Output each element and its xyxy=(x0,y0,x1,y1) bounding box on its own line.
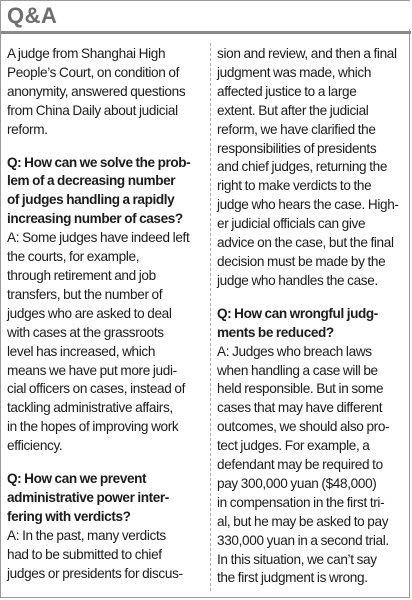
paragraph-gap xyxy=(7,456,203,470)
page-title: Q&A xyxy=(7,3,58,28)
answer-line: transfers, but the number of xyxy=(7,286,163,302)
question-line: Q: How can we solve the prob- xyxy=(7,154,191,170)
answer-line: cases that may have different xyxy=(217,400,383,416)
column-divider xyxy=(210,43,211,591)
question-line: of judges handling a rapidly xyxy=(7,192,175,208)
text-line: People’s Court, on condition of xyxy=(7,64,180,80)
question-line: fering with verdicts? xyxy=(7,508,131,524)
answer-line: held responsible. But in some xyxy=(217,381,384,397)
answer-line: pay 300,000 yuan ($48,000) xyxy=(217,475,377,491)
answer-line: and chief judges, returning the xyxy=(217,159,388,175)
answer-line: 330,000 yuan in a second trial. xyxy=(217,532,389,548)
answer-line: right to make verdicts to the xyxy=(217,178,372,194)
answer-line: extent. But after the judicial xyxy=(217,102,369,118)
question-line: Q: How can we prevent xyxy=(7,471,147,487)
answer-line: in compensation in the first tri- xyxy=(217,494,385,510)
answer-line: judge who handles the case. xyxy=(217,272,378,288)
answer-line: responsibilities of presidents xyxy=(217,140,377,156)
answer-line: the first judgment is wrong. xyxy=(217,570,368,586)
answer-line: In this situation, we can’t say xyxy=(217,551,377,567)
right-column xyxy=(217,45,407,588)
answer-line: reform, we have clarified the xyxy=(217,121,376,137)
text-line: anonymity, answered questions xyxy=(7,83,186,99)
header-rule xyxy=(1,31,411,34)
answer-line: the courts, for example, xyxy=(7,249,140,265)
answer-line: al, but he may be asked to pay xyxy=(217,513,389,529)
paragraph-gap xyxy=(7,140,203,154)
answer-line: tect judges. For example, a xyxy=(217,438,370,454)
answer-line: judges or presidents for discus- xyxy=(7,565,183,581)
answer-line: judge who hears the case. High- xyxy=(217,197,399,213)
answer-line: means we have put more judi- xyxy=(7,362,177,378)
answer-line: decision must be made by the xyxy=(217,253,386,269)
answer-line: outcomes, we should also pro- xyxy=(217,419,390,435)
answer-line: in the hopes of improving work xyxy=(7,419,179,435)
answer-line: tackling administrative affairs, xyxy=(7,400,173,416)
question-line: increasing number of cases? xyxy=(7,211,183,227)
answer-line: level has increased, which xyxy=(7,343,156,359)
question-line: administrative power inter- xyxy=(7,489,169,505)
answer-line: advice on the case, but the final xyxy=(217,235,394,251)
answer-line: judgment was made, which xyxy=(217,64,372,80)
question-line: ments be reduced? xyxy=(217,324,334,340)
answer-line: when handling a case will be xyxy=(217,362,378,378)
question-line: Q: How can wrongful judg- xyxy=(217,305,378,321)
answer-line: er judicial officials can give xyxy=(217,216,366,232)
answer-line: sion and review, and then a final xyxy=(217,46,397,61)
answer-line: defendant may be required to xyxy=(217,457,383,473)
header-bar xyxy=(1,1,411,29)
answer-line: with cases at the grassroots xyxy=(7,324,164,340)
answer-line: cial officers on cases, instead of xyxy=(7,381,186,397)
text-line: A judge from Shanghai High xyxy=(7,46,166,61)
header xyxy=(1,1,411,37)
answer-line: through retirement and job xyxy=(7,267,156,283)
answer-line: efficiency. xyxy=(7,438,63,454)
answer-line: A: Some judges have indeed left xyxy=(7,230,190,246)
answer-line: affected justice to a large xyxy=(217,83,357,99)
text-line: from China Daily about judicial xyxy=(7,102,178,118)
answer-line: A: Judges who breach laws xyxy=(217,343,372,359)
text-line: reform. xyxy=(7,121,48,137)
answer-line: A: In the past, many verdicts xyxy=(7,527,166,543)
paragraph-gap xyxy=(217,291,407,305)
answer-line: had to be submitted to chief xyxy=(7,546,162,562)
answer-line: judges who are asked to deal xyxy=(7,305,172,321)
left-column xyxy=(7,45,203,583)
question-line: lem of a decreasing number xyxy=(7,173,176,189)
